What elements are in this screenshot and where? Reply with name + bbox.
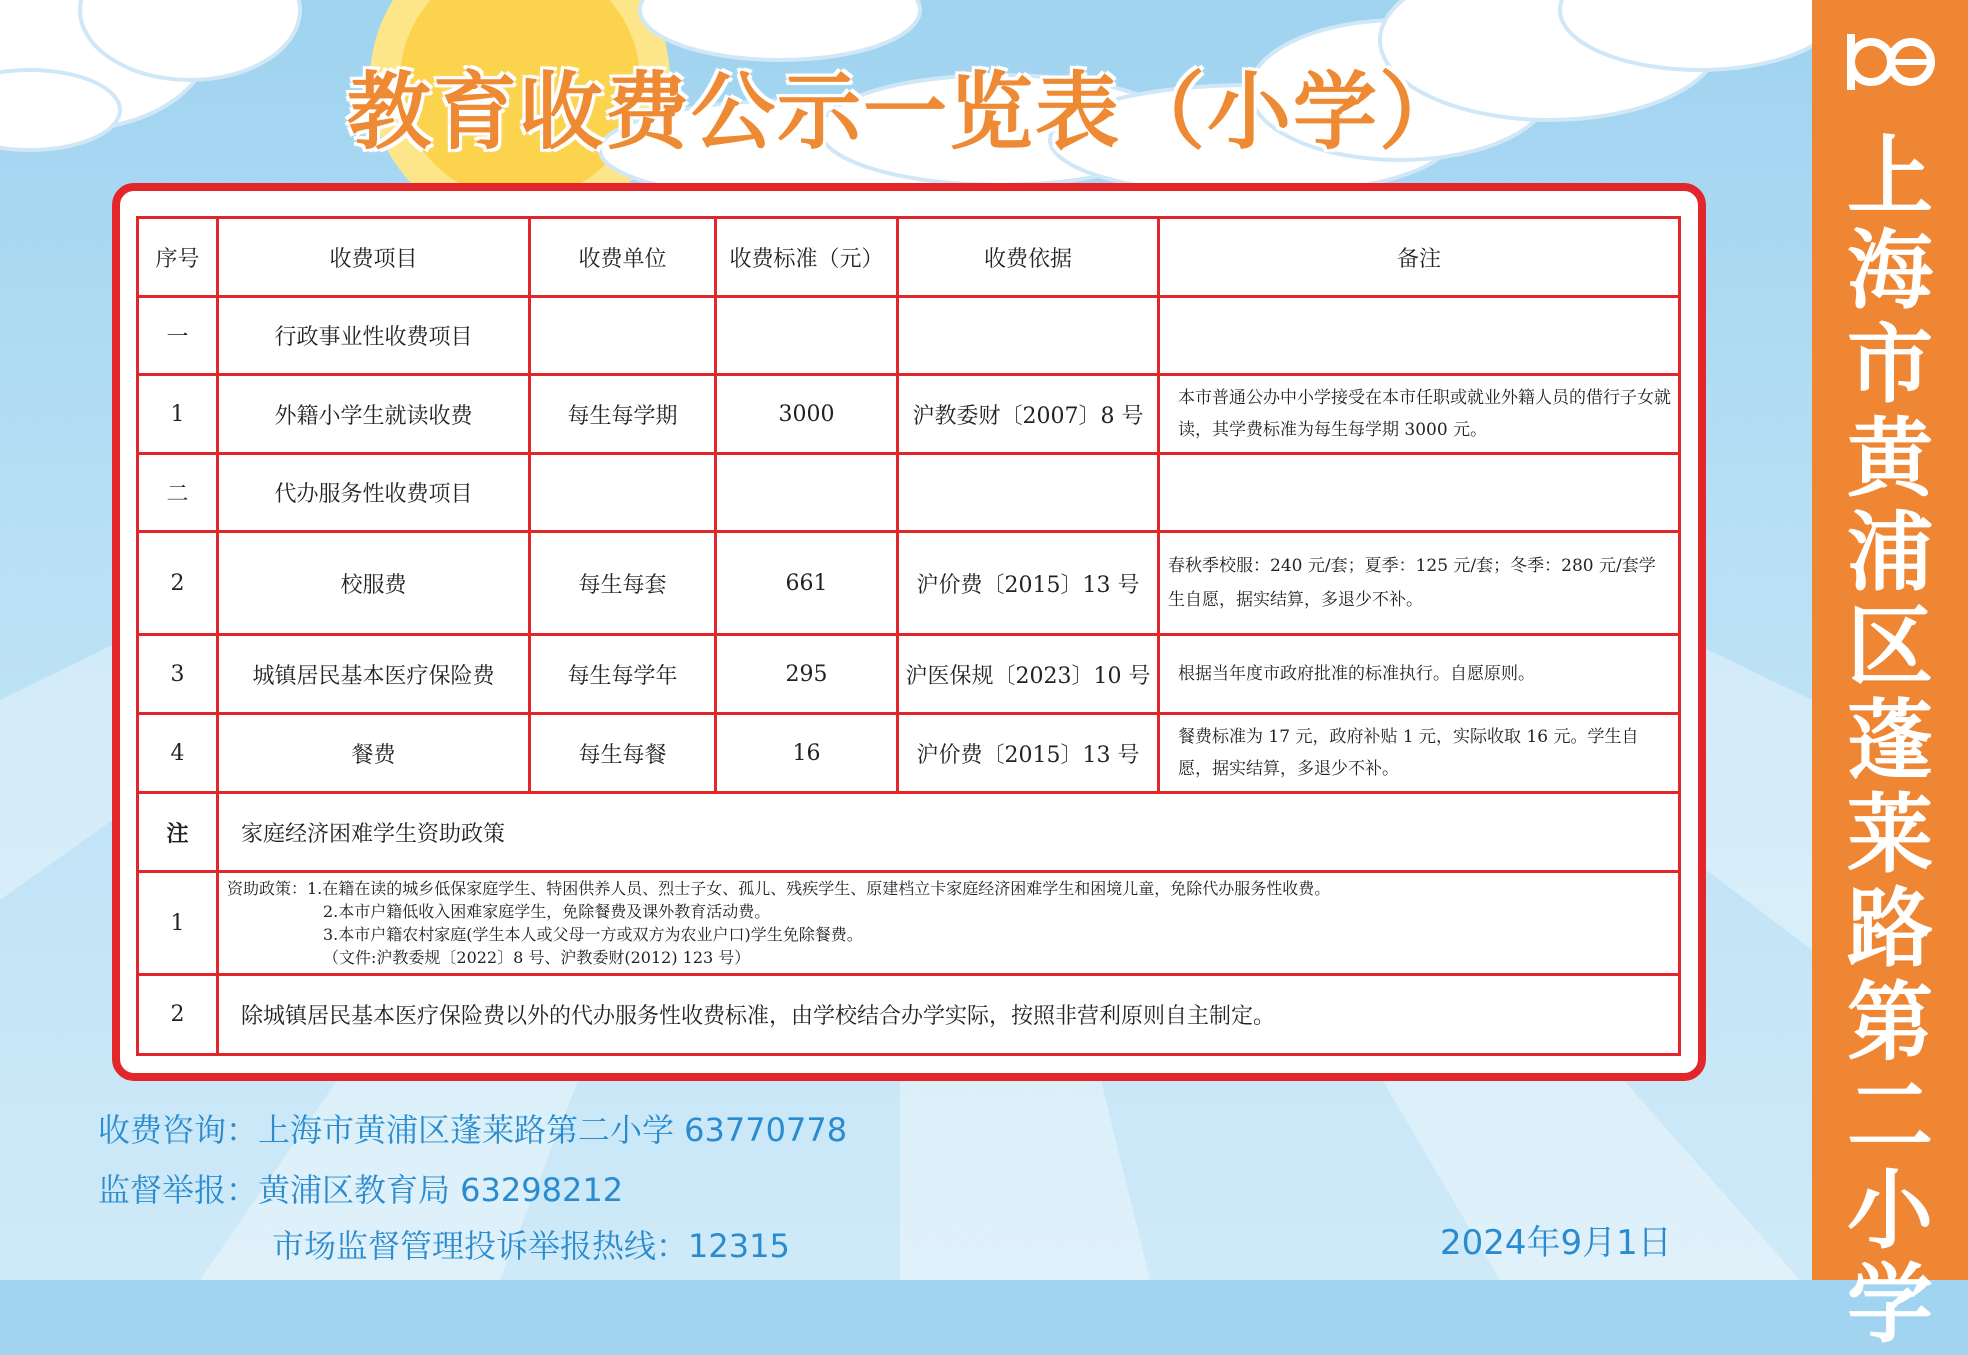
row-standard: 16 bbox=[716, 714, 898, 793]
row-no: 4 bbox=[138, 714, 218, 793]
row-basis: 沪教委财〔2007〕8 号 bbox=[898, 375, 1159, 454]
row-note: 餐费标准为 17 元，政府补贴 1 元，实际收取 16 元。学生自愿，据实结算，多退少不补。 bbox=[1159, 714, 1680, 793]
notes-header-row bbox=[138, 793, 1680, 872]
notes-label: 注 bbox=[138, 793, 218, 872]
header-cell: 收费项目 bbox=[218, 218, 530, 297]
row-unit bbox=[530, 297, 716, 375]
policy-line: （文件:沪教委规〔2022〕8 号、沪教委财(2012) 123 号） bbox=[323, 948, 751, 967]
row-item: 城镇居民基本医疗保险费 bbox=[218, 635, 530, 714]
school-name-char: 莱 bbox=[1847, 785, 1933, 885]
school-name-vertical bbox=[1812, 127, 1968, 1355]
publish-date: 2024年9月1日 bbox=[1440, 1223, 1672, 1263]
note2-text: 除城镇居民基本医疗保险费以外的代办服务性收费标准，由学校结合办学实际，按照非营利原则自主制定。 bbox=[218, 975, 1680, 1055]
school-logo-icon bbox=[1845, 22, 1937, 92]
row-basis: 沪价费〔2015〕13 号 bbox=[898, 714, 1159, 793]
fee-table bbox=[136, 216, 1681, 1056]
school-name-char: 二 bbox=[1847, 1067, 1933, 1167]
table-row bbox=[138, 714, 1680, 793]
supervise-line: 监督举报：黄浦区教育局 63298212 bbox=[98, 1171, 624, 1209]
row-unit: 每生每套 bbox=[530, 532, 716, 635]
row-standard bbox=[716, 454, 898, 532]
header-cell: 序号 bbox=[138, 218, 218, 297]
page-title: 教育收费公示一览表（小学） bbox=[346, 63, 1465, 161]
row-note: 根据当年度市政府批准的标准执行。自愿原则。 bbox=[1159, 635, 1680, 714]
school-name-char: 浦 bbox=[1847, 503, 1933, 603]
school-name-char: 路 bbox=[1847, 879, 1933, 979]
row-unit: 每生每学年 bbox=[530, 635, 716, 714]
policy-text bbox=[218, 872, 1680, 975]
row-item: 餐费 bbox=[218, 714, 530, 793]
row-unit bbox=[530, 454, 716, 532]
row-basis bbox=[898, 454, 1159, 532]
table-row bbox=[138, 375, 1680, 454]
policy-line: 2.本市户籍低收入困难家庭学生，免除餐费及课外教育活动费。 bbox=[323, 902, 771, 921]
school-name-char: 海 bbox=[1847, 221, 1933, 321]
note2-no: 2 bbox=[138, 975, 218, 1055]
row-no: 2 bbox=[138, 532, 218, 635]
table-header-row bbox=[138, 218, 1680, 297]
school-sidebar bbox=[1812, 0, 1968, 1355]
row-unit: 每生每餐 bbox=[530, 714, 716, 793]
table-row bbox=[138, 635, 1680, 714]
row-note bbox=[1159, 454, 1680, 532]
school-name-char: 黄 bbox=[1847, 409, 1933, 509]
table-row bbox=[138, 454, 1680, 532]
row-standard: 661 bbox=[716, 532, 898, 635]
policy-no: 1 bbox=[138, 872, 218, 975]
row-basis: 沪医保规〔2023〕10 号 bbox=[898, 635, 1159, 714]
row-no: 一 bbox=[138, 297, 218, 375]
fee-consult-line: 收费咨询：上海市黄浦区蓬莱路第二小学 63770778 bbox=[98, 1111, 848, 1149]
hotline-line: 市场监督管理投诉举报热线：12315 bbox=[272, 1227, 790, 1265]
row-note bbox=[1159, 297, 1680, 375]
header-cell: 备注 bbox=[1159, 218, 1680, 297]
school-name-char: 学 bbox=[1847, 1255, 1933, 1355]
school-name-char: 小 bbox=[1847, 1161, 1933, 1261]
row-item: 外籍小学生就读收费 bbox=[218, 375, 530, 454]
header-cell: 收费依据 bbox=[898, 218, 1159, 297]
notes-title: 家庭经济困难学生资助政策 bbox=[218, 793, 1680, 872]
row-no: 3 bbox=[138, 635, 218, 714]
row-no: 二 bbox=[138, 454, 218, 532]
policy-row bbox=[138, 872, 1680, 975]
row-unit: 每生每学期 bbox=[530, 375, 716, 454]
school-name-char: 蓬 bbox=[1847, 691, 1933, 791]
school-name-char: 区 bbox=[1847, 597, 1933, 697]
row-item: 代办服务性收费项目 bbox=[218, 454, 530, 532]
policy-line: 3.本市户籍农村家庭(学生本人或父母一方或双方为农业户口)学生免除餐费。 bbox=[323, 925, 863, 944]
row-standard bbox=[716, 297, 898, 375]
row-no: 1 bbox=[138, 375, 218, 454]
policy-line: 资助政策：1.在籍在读的城乡低保家庭学生、特困供养人员、烈士子女、孤儿、残疾学生、原建档立卡家庭经济困难学生和困境儿童，免除代办服务性收费。 bbox=[227, 879, 1331, 898]
table-row bbox=[138, 532, 1680, 635]
header-cell: 收费标准（元） bbox=[716, 218, 898, 297]
school-name-char: 上 bbox=[1847, 127, 1933, 227]
row-note: 春秋季校服：240 元/套；夏季：125 元/套；冬季：280 元/套学生自愿，据实结算，多退少不补。 bbox=[1159, 532, 1680, 635]
row-standard: 295 bbox=[716, 635, 898, 714]
row-basis: 沪价费〔2015〕13 号 bbox=[898, 532, 1159, 635]
header-cell: 收费单位 bbox=[530, 218, 716, 297]
table-row bbox=[138, 297, 1680, 375]
row-item: 行政事业性收费项目 bbox=[218, 297, 530, 375]
row-note: 本市普通公办中小学接受在本市任职或就业外籍人员的借行子女就读，其学费标准为每生每学期 3000 元。 bbox=[1159, 375, 1680, 454]
row-basis bbox=[898, 297, 1159, 375]
row-item: 校服费 bbox=[218, 532, 530, 635]
row-standard: 3000 bbox=[716, 375, 898, 454]
school-name-char: 市 bbox=[1847, 315, 1933, 415]
school-name-char: 第 bbox=[1847, 973, 1933, 1073]
note2-row bbox=[138, 975, 1680, 1055]
